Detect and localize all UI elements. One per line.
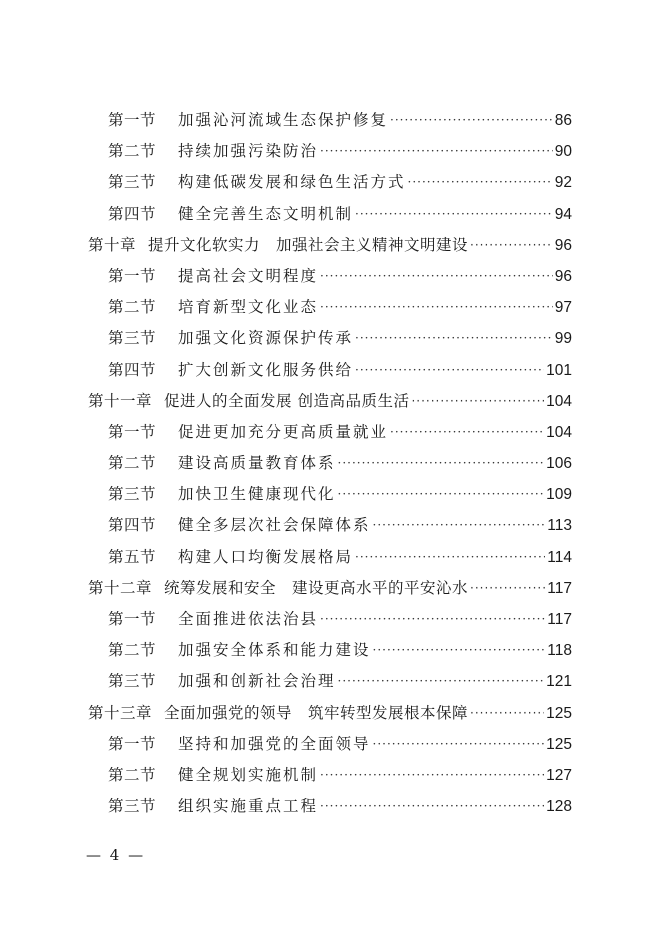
toc-section-row[interactable] [88,607,572,638]
toc-entry-page: 121 [546,673,572,691]
toc-entry-title: 统筹发展和安全 建设更高水平的平安沁水 [164,578,469,597]
toc-section-row[interactable] [88,264,572,295]
toc-chapter-row[interactable] [88,389,572,420]
toc-entry-page: 106 [546,455,572,473]
toc-entry-page: 104 [546,392,572,410]
toc-entry-page: 92 [554,174,572,192]
toc-entry-title: 健全多层次社会保障体系 [178,516,371,535]
dot-leader [320,799,544,813]
toc-entry-label: 第三节 [108,485,157,504]
toc-section-row[interactable] [88,139,572,170]
toc-entry-title: 培育新型文化业态 [178,298,319,317]
toc-entry-label: 第四节 [108,204,157,223]
toc-section-row[interactable] [88,482,572,513]
toc-entry-page: 128 [546,798,572,816]
toc-section-row[interactable] [88,451,572,482]
toc-entry-title: 扩大创新文化服务供给 [178,360,354,379]
toc-entry-label: 第三节 [108,173,157,192]
toc-section-row[interactable] [88,170,572,201]
toc-chapter-row[interactable] [88,576,572,607]
toc-entry-title: 加快卫生健康现代化 [178,485,336,504]
dot-leader [355,207,553,221]
toc-chapter-row[interactable] [88,233,572,264]
page-number-footer: — 4 — [86,846,146,864]
toc-entry-label: 第一节 [108,111,157,129]
toc-section-row[interactable] [88,420,572,451]
dot-leader [355,363,544,377]
toc-entry-label: 第十章 [88,235,137,254]
toc-entry-title: 全面加强党的领导 筑牢转型发展根本保障 [164,703,469,722]
toc-section-row[interactable] [88,202,572,233]
toc-entry-page: 90 [554,143,572,161]
dot-leader [320,144,553,158]
toc-entry-label: 第二节 [108,641,157,660]
toc-entry-label: 第二节 [108,765,157,784]
toc-section-row[interactable] [88,513,572,544]
toc-entry-page: 104 [546,423,572,441]
toc-entry-title: 组织实施重点工程 [178,797,319,816]
dot-leader [373,643,546,657]
dot-leader [373,737,545,751]
toc-chapter-row[interactable] [88,701,572,732]
toc-section-row[interactable] [88,358,572,389]
dot-leader [470,238,553,252]
toc-entry-title: 加强沁河流域生态保护修复 [178,111,389,129]
toc-entry-title: 促进人的全面发展 创造高品质生活 [164,391,410,410]
table-of-contents [88,108,572,825]
dot-leader [355,550,545,564]
toc-entry-label: 第一节 [108,422,157,441]
toc-entry-page: 86 [554,112,572,129]
toc-entry-page: 117 [547,579,572,597]
toc-entry-page: 118 [547,642,572,660]
dot-leader [373,518,546,532]
toc-entry-page: 99 [554,330,572,348]
toc-section-row[interactable] [88,326,572,357]
toc-entry-title: 构建低碳发展和绿色生活方式 [178,173,406,192]
toc-entry-label: 第二节 [108,454,157,473]
toc-entry-label: 第一节 [108,610,157,628]
toc-section-row[interactable] [88,794,572,825]
toc-entry-label: 第三节 [108,329,157,348]
toc-entry-page: 117 [547,611,572,628]
toc-entry-label: 第五节 [108,547,157,566]
toc-entry-page: 109 [546,486,572,504]
toc-entry-page: 101 [546,361,572,379]
toc-entry-title: 加强文化资源保护传承 [178,329,354,348]
dot-leader [320,768,544,782]
toc-entry-title: 全面推进依法治县 [178,610,319,628]
toc-section-row[interactable] [88,763,572,794]
dot-leader [390,113,553,127]
dot-leader [411,394,544,408]
toc-section-row[interactable] [88,295,572,326]
toc-entry-label: 第二节 [108,142,157,161]
toc-entry-label: 第十一章 [88,391,153,410]
toc-entry-page: 125 [546,704,572,722]
toc-entry-title: 健全完善生态文明机制 [178,204,354,223]
toc-entry-title: 加强和创新社会治理 [178,672,336,691]
toc-section-row[interactable] [88,108,572,139]
toc-entry-title: 坚持和加强党的全面领导 [178,734,371,753]
toc-entry-label: 第十三章 [88,703,153,722]
toc-entry-title: 促进更加充分更高质量就业 [178,422,389,441]
dot-leader [355,331,553,345]
toc-section-row[interactable] [88,545,572,576]
toc-entry-label: 第四节 [108,360,157,379]
toc-entry-title: 提高社会文明程度 [178,266,319,285]
toc-entry-title: 加强安全体系和能力建设 [178,641,371,660]
toc-entry-label: 第一节 [108,734,157,753]
toc-entry-title: 持续加强污染防治 [178,142,319,161]
toc-entry-label: 第十二章 [88,578,153,597]
toc-entry-title: 构建人口均衡发展格局 [178,547,354,566]
toc-entry-page: 94 [554,205,572,223]
dot-leader [408,175,553,189]
toc-entry-page: 114 [547,548,572,566]
toc-entry-label: 第三节 [108,797,157,816]
dot-leader [320,612,545,626]
dot-leader [338,456,545,470]
toc-section-row[interactable] [88,638,572,669]
toc-entry-title: 健全规划实施机制 [178,765,319,784]
toc-section-row[interactable] [88,732,572,763]
dot-leader [470,706,544,720]
toc-entry-page: 113 [547,517,572,535]
toc-entry-title: 提升文化软实力 加强社会主义精神文明建设 [148,235,469,254]
toc-entry-label: 第一节 [108,266,157,285]
toc-entry-page: 127 [546,766,572,784]
toc-entry-page: 125 [546,735,572,753]
dot-leader [320,300,553,314]
toc-entry-label: 第二节 [108,298,157,317]
dot-leader [470,581,545,595]
dot-leader [338,674,545,688]
toc-section-row[interactable] [88,669,572,700]
toc-entry-label: 第三节 [108,672,157,691]
dot-leader [320,269,553,283]
toc-entry-label: 第四节 [108,516,157,535]
toc-entry-page: 96 [554,267,572,285]
toc-entry-page: 97 [554,299,572,317]
dot-leader [390,425,544,439]
dot-leader [338,487,545,501]
toc-entry-page: 96 [554,236,572,254]
toc-entry-title: 建设高质量教育体系 [178,454,336,473]
